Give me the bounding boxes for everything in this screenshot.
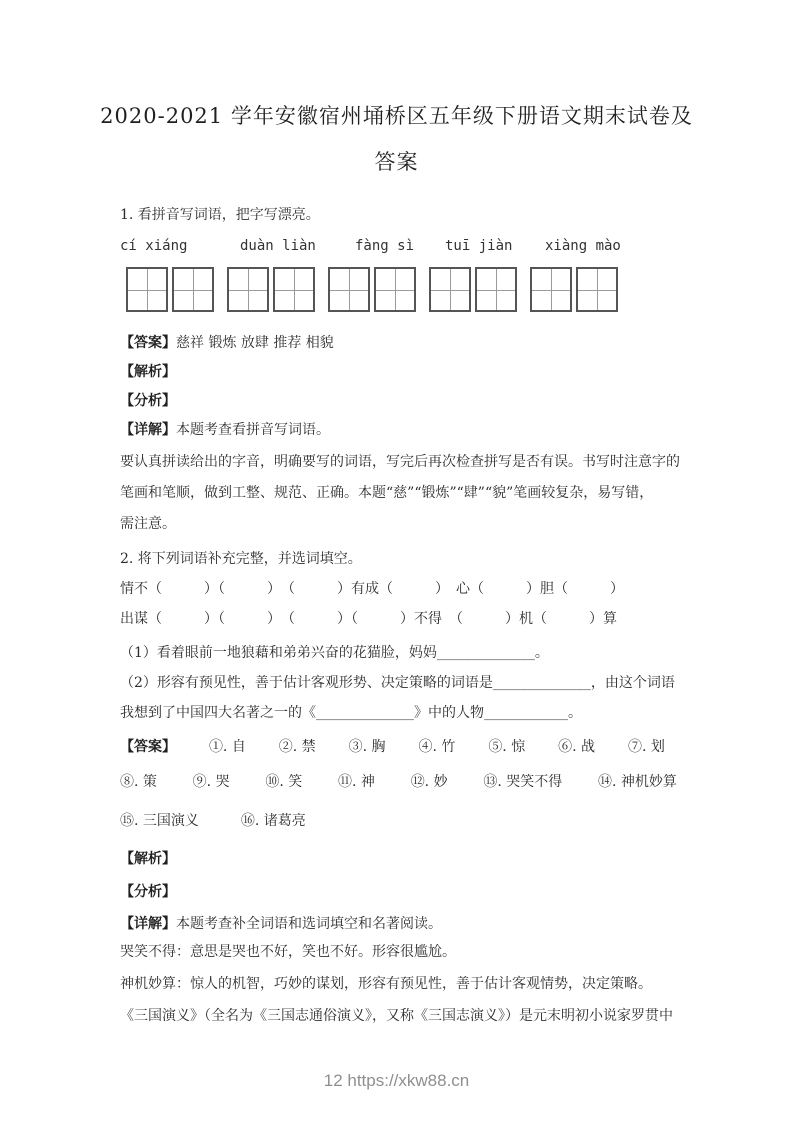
answer-item: ⑮. 三国演义	[120, 813, 199, 829]
page-footer-url: 12 https://xkw88.cn	[323, 1071, 470, 1090]
question2-xiangjie-line	[120, 913, 442, 933]
question1-answer-line	[120, 332, 334, 352]
answer-label: 【答案】	[120, 739, 176, 755]
tianzige-cell	[429, 267, 471, 312]
question2-answer-row3	[120, 810, 306, 830]
jiexi-label: 【解析】	[120, 364, 176, 380]
question2-sub2-line1: （2）形容有预见性，善于估计客观形势、决定策略的词语是______________，由这个词语	[120, 675, 675, 691]
tianzige-cell	[172, 267, 214, 312]
tianzige-cell	[576, 267, 618, 312]
answer-item: ⑭. 神机妙算	[598, 774, 677, 790]
pinyin-word: duàn liàn	[240, 238, 316, 254]
tianzige-cell	[530, 267, 572, 312]
tianzige-cell	[328, 267, 370, 312]
answer-item: ⑩. 笑	[265, 774, 303, 790]
question2-xiangjie-text: 本题考查补全词语和选词填空和名著阅读。	[176, 916, 442, 932]
answer-item: ⑦. 划	[628, 739, 665, 755]
answer-item: ⑤. 惊	[488, 739, 526, 755]
tianzige-pair	[429, 267, 517, 312]
answer-item: ③. 胸	[348, 739, 386, 755]
tianzige-cell	[374, 267, 416, 312]
question2-answer-row2	[120, 771, 677, 791]
fenxi-label: 【分析】	[120, 884, 176, 900]
question2-explain-kuxiao: 哭笑不得：意思是哭也不好，笑也不好。形容很尴尬。	[120, 944, 456, 960]
question2-fenxi-label	[120, 881, 176, 901]
question2-blank-line1: 情不（ ）（ ） （ ）有成（ ） 心（ ）胆（ ）	[120, 581, 624, 597]
answer-item: ②. 禁	[278, 739, 316, 755]
tianzige-pair	[227, 267, 315, 312]
answer-label: 【答案】	[120, 335, 176, 351]
tianzige-pair	[328, 267, 416, 312]
tianzige-cell	[126, 267, 168, 312]
answer-item: ⑬. 哭笑不得	[483, 774, 563, 790]
question1-explain-line2: 笔画和笔顺，做到工整、规范、正确。本题“慈”“锻炼”“肆”“貌”笔画较复杂，易写错，	[120, 485, 654, 501]
writing-grid-row	[126, 267, 618, 312]
answer-item: ⑨. 哭	[192, 774, 230, 790]
question2-sub2-line2: 我想到了中国四大名著之一的《______________》中的人物____________。	[120, 705, 582, 721]
answer-item: ④. 竹	[418, 739, 456, 755]
question2-jiexi-label	[120, 848, 176, 868]
jiexi-label: 【解析】	[120, 851, 176, 867]
answer-item: ⑥. 战	[558, 739, 596, 755]
tianzige-cell	[475, 267, 517, 312]
xiangjie-label: 【详解】	[120, 916, 176, 932]
question1-fenxi-label	[120, 390, 176, 410]
tianzige-pair	[126, 267, 214, 312]
pinyin-word: xiàng mào	[545, 238, 621, 254]
question2-answer-row1	[120, 736, 665, 756]
question1-explain-line1: 要认真拼读给出的字音，明确要写的词语，写完后再次检查拼写是否有误。书写时注意字的	[120, 454, 680, 470]
pinyin-row	[0, 238, 793, 258]
xiangjie-label: 【详解】	[120, 422, 176, 438]
question1-answer-text: 慈祥 锻炼 放肆 推荐 相貌	[176, 335, 334, 351]
question2-stem: 2. 将下列词语补充完整，并选词填空。	[120, 551, 362, 567]
question2-explain-shenji: 神机妙算：惊人的机智，巧妙的谋划，形容有预见性，善于估计客观情势，决定策略。	[120, 976, 652, 992]
answer-item: ①. 自	[208, 739, 246, 755]
pinyin-word: cí xiáng	[120, 238, 188, 254]
question1-stem: 1. 看拼音写词语，把字写漂亮。	[120, 207, 320, 223]
question1-xiangjie-line	[120, 419, 330, 439]
pinyin-word: fàng sì	[355, 238, 415, 254]
answer-item: ⑯. 诸葛亮	[240, 813, 306, 829]
fenxi-label: 【分析】	[120, 393, 176, 409]
answer-item: ⑧. 策	[120, 774, 157, 790]
answer-item: ⑫. 妙	[410, 774, 448, 790]
document-title-line2: 答案	[374, 150, 419, 174]
tianzige-pair	[530, 267, 618, 312]
question1-xiangjie-text: 本题考查看拼音写词语。	[176, 422, 330, 438]
tianzige-cell	[227, 267, 269, 312]
question2-blank-line2: 出谋（ ）（ ） （ ）（ ）不得 （ ）机（ ）算	[120, 611, 617, 627]
question1-explain-line3: 需注意。	[120, 516, 176, 532]
answer-item: ⑪. 神	[338, 774, 375, 790]
document-title-line1: 2020-2021 学年安徽宿州埇桥区五年级下册语文期末试卷及	[100, 104, 693, 128]
question2-explain-sanguo: 《三国演义》（全名为《三国志通俗演义》，又称《三国志演义》）是元末明初小说家罗贯中	[120, 1008, 673, 1024]
question2-sub1: （1）看着眼前一地狼藉和弟弟兴奋的花猫脸，妈妈______________。	[120, 645, 549, 661]
question1-jiexi-label	[120, 361, 176, 381]
pinyin-word: tuī jiàn	[445, 238, 513, 254]
tianzige-cell	[273, 267, 315, 312]
